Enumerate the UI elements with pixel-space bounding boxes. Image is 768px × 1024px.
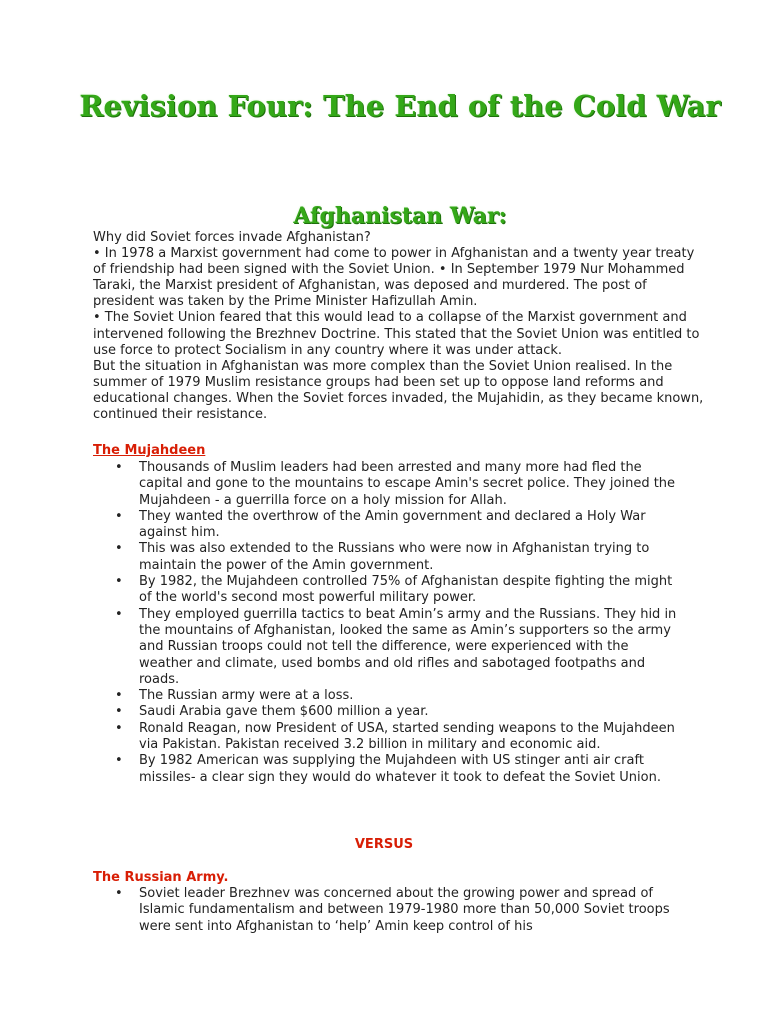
- bullet-icon: •: [115, 460, 123, 475]
- list-item-text: Thousands of Muslim leaders had been arrested and many more had fled the capital and gone to the mountains to escape Amin's secret police. They joined the Mujahdeen - a guerrilla force on a holy mission for Allah.: [139, 460, 676, 508]
- list-item-text: The Russian army were at a loss.: [139, 688, 354, 704]
- intro-paragraph: • In 1978 a Marxist government had come to power in Afghanistan and a twenty year treaty of friendship had been signed with the Soviet Union. • In September 1979 Nur Mohammed Taraki, the Marxist president of Afghanistan, was deposed and murdered. The post of president was taken by the Prime Minister Hafizullah Amin.: [93, 246, 695, 310]
- bullet-icon: •: [115, 688, 123, 704]
- section-title-afghanistan-war: Afghanistan War:: [293, 203, 507, 229]
- list-item: [93, 753, 683, 786]
- intro-paragraph: • The Soviet Union feared that this would lead to a collapse of the Marxist government and intervened following the Brezhnev Doctrine. This stated that the Soviet Union was entitled to use force to protect Socialism in any country where it was under attack.: [93, 310, 700, 358]
- list-item: [93, 886, 683, 935]
- bullet-icon: •: [115, 574, 123, 590]
- list-item-text: Soviet leader Brezhnev was concerned about the growing power and spread of Islamic fundamentalism and between 1979-1980 more than 50,000 Soviet troops were sent into Afghanistan to ‘help’ Amin keep control of his: [139, 886, 670, 934]
- russian-army-bullet-list: [93, 886, 683, 935]
- list-item: [93, 607, 683, 688]
- list-item-text: They wanted the overthrow of the Amin government and declared a Holy War against him.: [139, 508, 646, 541]
- mujahdeen-heading: The Mujahdeen: [93, 443, 206, 458]
- bullet-icon: •: [115, 753, 123, 769]
- list-item-text: This was also extended to the Russians who were now in Afghanistan trying to maintain the power of the Amin government.: [139, 541, 650, 573]
- intro-paragraph: But the situation in Afghanistan was more complex than the Soviet Union realised. In the summer of 1979 Muslim resistance groups had been set up to oppose land reforms and educational changes. When the Soviet forces invaded, the Mujahidin, as they became known, continued their resistance.: [93, 358, 704, 423]
- list-item: [93, 509, 683, 542]
- intro-question: Why did Soviet forces invade Afghanistan?: [93, 230, 371, 245]
- bullet-icon: •: [115, 508, 123, 524]
- list-item: [93, 460, 683, 509]
- list-item: [93, 574, 683, 607]
- bullet-icon: •: [115, 886, 123, 901]
- list-item-text: They employed guerrilla tactics to beat Amin’s army and the Russians. They hid in the mountains of Afghanistan, looked the same as Amin’s supporters so the army and Russian troops could not tell the difference, were experienced with the weather and climate, used bombs and old rifles and sabotaged footpaths and roads.: [139, 606, 677, 687]
- mujahdeen-bullet-list: [93, 460, 683, 786]
- list-item: [93, 704, 683, 720]
- bullet-icon: •: [115, 720, 123, 736]
- russian-army-heading: The Russian Army.: [93, 870, 229, 885]
- bullet-icon: •: [115, 704, 123, 720]
- list-item: [93, 688, 683, 704]
- list-item-text: By 1982 American was supplying the Mujahdeen with US stinger anti air craft missiles- a clear sign they would do whatever it took to defeat the Soviet Union.: [139, 753, 661, 785]
- bullet-icon: •: [115, 541, 123, 557]
- list-item-text: By 1982, the Mujahdeen controlled 75% of Afghanistan despite fighting the might of the world's second most powerful military power.: [139, 574, 673, 606]
- versus-heading: VERSUS: [354, 837, 414, 852]
- intro-text: [93, 230, 705, 423]
- list-item: [93, 721, 683, 754]
- list-item-text: Ronald Reagan, now President of USA, started sending weapons to the Mujahdeen via Pakistan. Pakistan received 3.2 billion in military and economic aid.: [139, 720, 675, 753]
- list-item-text: Saudi Arabia gave them $600 million a year.: [139, 704, 429, 720]
- document-title: Revision Four: The End of the Cold War: [79, 89, 721, 123]
- list-item: [93, 541, 683, 574]
- bullet-icon: •: [115, 606, 123, 622]
